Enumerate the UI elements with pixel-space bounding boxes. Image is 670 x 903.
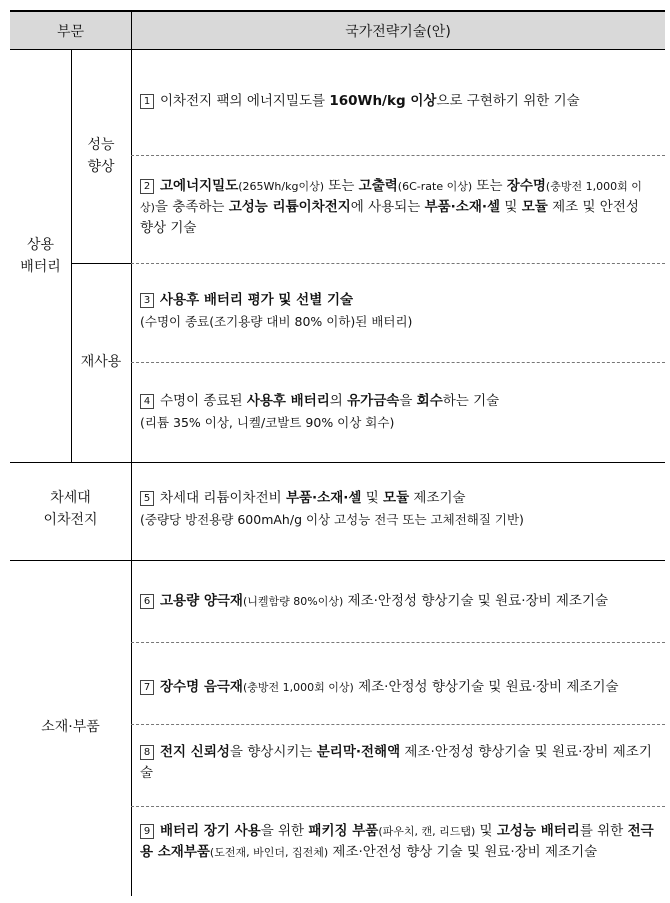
item-text: 이차전지 팩의 에너지밀도를 xyxy=(160,93,330,109)
item-text: 및 xyxy=(475,823,497,839)
row-divider xyxy=(10,560,665,561)
item-text: 부품·소재·셀 xyxy=(424,199,501,215)
item-text: 를 위한 xyxy=(579,823,628,839)
item-text: 하는 기술 xyxy=(442,393,500,409)
item-text: 모듈 xyxy=(383,490,410,506)
item-text: 제조·안정성 향상기술 및 원료·장비 제조기술 xyxy=(353,679,619,695)
item-text: 고성능 리튬이차전지 xyxy=(228,199,351,215)
item-text: 제조·안정성 향상기술 및 원료·장비 제조기술 xyxy=(343,593,609,609)
item-text: 장수명 음극재 xyxy=(160,679,243,695)
item-number: 7 xyxy=(140,680,154,695)
item-number: 5 xyxy=(140,491,154,506)
tech-item xyxy=(140,391,655,433)
item-text: 및 xyxy=(361,490,384,506)
item-text: (도전재, 바인더, 집전체) xyxy=(209,846,329,859)
item-text: 을 위한 xyxy=(260,823,309,839)
item-number: 9 xyxy=(140,824,154,839)
item-text: 모듈 xyxy=(521,199,548,215)
item-text: 부품·소재·셀 xyxy=(285,490,362,506)
tech-item xyxy=(140,742,655,784)
item-text: 고용량 양극재 xyxy=(160,593,243,609)
item-separator xyxy=(131,724,665,725)
item-text: 장수명 xyxy=(506,178,546,194)
tech-item xyxy=(140,91,655,112)
item-separator xyxy=(131,155,665,156)
item-subtext: (중량당 방전용량 600mAh/g 이상 고성능 전극 또는 고체전해질 기반) xyxy=(140,512,524,527)
row-divider xyxy=(10,462,665,463)
item-text: 사용후 배터리 xyxy=(246,393,330,409)
item-text: 및 xyxy=(500,199,522,215)
item-text: 고출력 xyxy=(358,178,398,194)
item-text: (니켈함량 80%이상) xyxy=(242,595,344,608)
item-text: 제조·안전성 향상 기술 및 원료·장비 제조기술 xyxy=(328,844,598,860)
header-category: 부문 xyxy=(10,10,131,50)
item-text: 수명이 종료된 xyxy=(160,393,247,409)
item-text: 또는 xyxy=(472,178,507,194)
item-subtext: (수명이 종료(조기용량 대비 80% 이하)된 배터리) xyxy=(140,314,413,329)
item-text: 유가금속 xyxy=(347,393,400,409)
item-text: 회수 xyxy=(416,393,443,409)
category-materials: 소재·부품 xyxy=(41,719,100,735)
item-number: 6 xyxy=(140,594,154,609)
item-text: 을 향상시키는 xyxy=(229,744,317,760)
category-nextgen: 차세대 이차전지 xyxy=(43,490,98,528)
tech-item xyxy=(140,591,655,612)
item-separator xyxy=(131,263,665,264)
category-battery: 상용 배터리 xyxy=(20,237,61,275)
item-text: 또는 xyxy=(324,178,359,194)
tech-item xyxy=(140,488,655,530)
tech-item xyxy=(140,290,655,332)
item-text: 전극용 소재부품 xyxy=(140,823,654,860)
item-text: (파우치, 캔, 리드탭) xyxy=(378,825,476,838)
item-text: 에 사용되는 xyxy=(350,199,425,215)
item-text: (충방전 1,000회 이상) xyxy=(140,180,642,214)
item-separator xyxy=(131,806,665,807)
item-text: 고성능 배터리 xyxy=(496,823,580,839)
tech-item xyxy=(140,677,655,698)
item-text: 제조 및 안전성 향상 기술 xyxy=(140,199,639,236)
item-subtext: (리튬 35% 이상, 니켈/코발트 90% 이상 회수) xyxy=(140,415,395,430)
item-text: 제조·안정성 향상기술 및 원료·장비 제조기술 xyxy=(140,744,652,781)
item-number: 2 xyxy=(140,179,154,194)
item-text: 사용후 배터리 평가 및 선별 기술 xyxy=(160,292,354,308)
item-text: (6C-rate 이상) xyxy=(397,180,473,193)
tech-item xyxy=(140,176,655,239)
header-tech: 국가전략기술(안) xyxy=(131,10,665,50)
subcategory-perf: 성능 향상 xyxy=(87,137,115,175)
item-text: 전지 신뢰성 xyxy=(160,744,230,760)
item-number: 4 xyxy=(140,394,154,409)
item-text: 패키징 부품 xyxy=(308,823,379,839)
tech-item xyxy=(140,821,655,863)
col-divider xyxy=(131,10,132,896)
item-number: 1 xyxy=(140,94,154,109)
subcol-divider xyxy=(71,50,72,462)
subcategory-reuse: 재사용 xyxy=(80,354,122,370)
item-text: 을 충족하는 xyxy=(154,199,229,215)
item-text: 차세대 리튬이차전비 xyxy=(160,490,286,506)
item-separator xyxy=(131,362,665,363)
item-text: 으로 구현하기 위한 기술 xyxy=(436,93,580,109)
item-text: 제조기술 xyxy=(409,490,466,506)
item-text: 분리막·전해액 xyxy=(316,744,401,760)
subrow-divider xyxy=(71,263,131,264)
item-separator xyxy=(131,642,665,643)
item-number: 8 xyxy=(140,745,154,760)
item-text: 을 xyxy=(399,393,417,409)
item-text: (충방전 1,000회 이상) xyxy=(242,681,354,694)
item-number: 3 xyxy=(140,293,154,308)
item-text: 의 xyxy=(329,393,348,409)
item-text: 160Wh/kg 이상 xyxy=(329,93,437,109)
item-text: 배터리 장기 사용 xyxy=(160,823,261,839)
item-text: 고에너지밀도 xyxy=(160,178,239,194)
item-text: (265Wh/kg이상) xyxy=(238,180,324,193)
